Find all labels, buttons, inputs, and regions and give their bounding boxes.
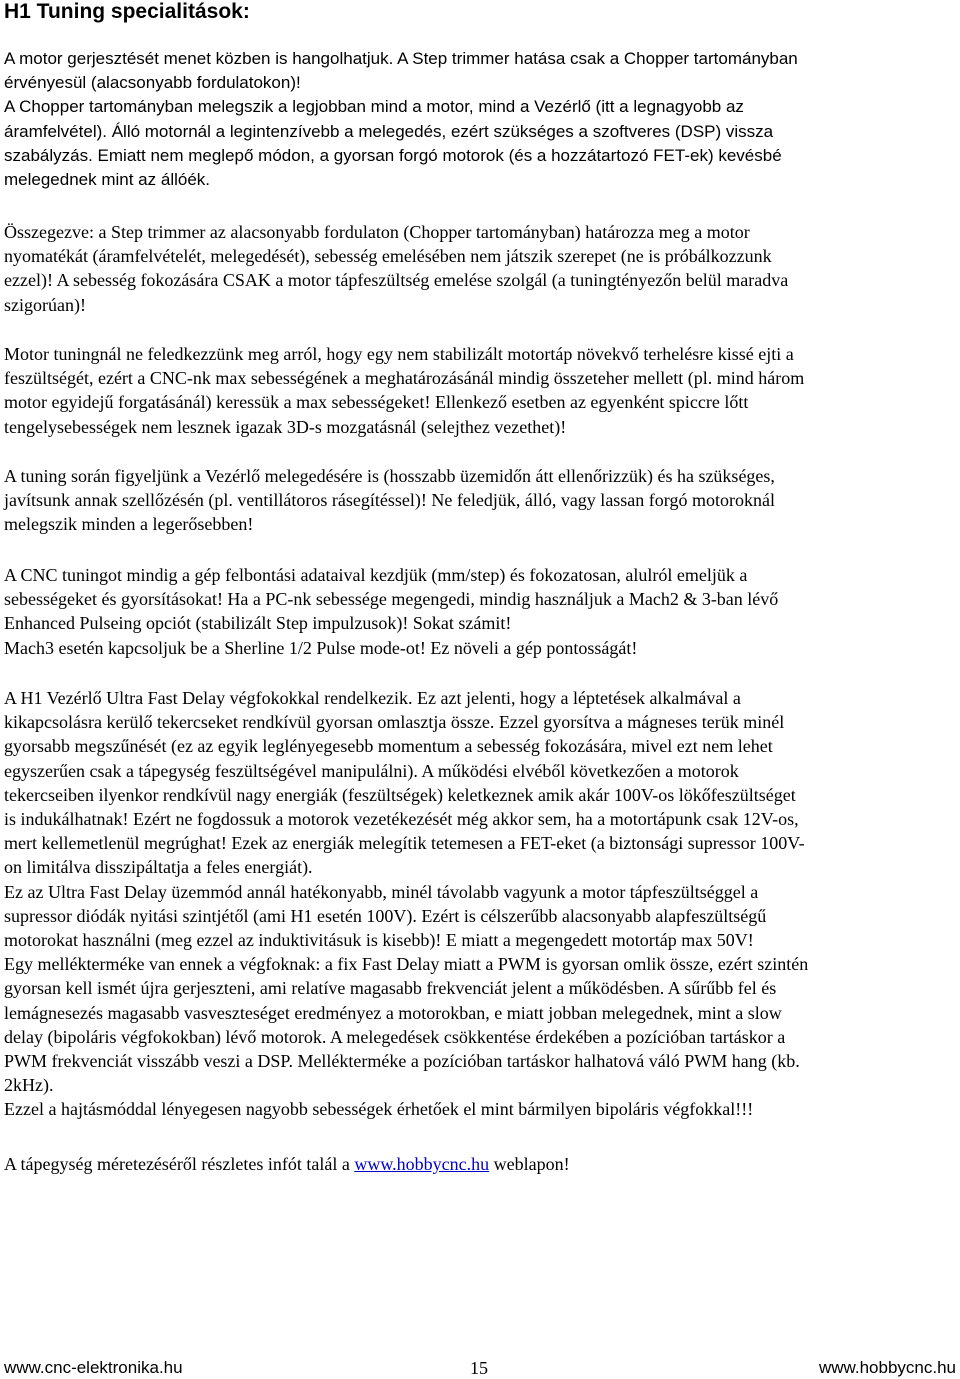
text-line: A Chopper tartományban melegszik a legjobban mind a motor, mind a Vezérlő (itt a legnagyobb az	[4, 97, 744, 117]
text-line: feszültségét, ezért a CNC-nk max sebességének a meghatározásánál mindig összeteher mellett (pl. mind három	[4, 368, 805, 389]
text-line: gyorsabb megszűnését (ez az egyik leglényegesebb momentum a sebesség fokozására, mivel ezt nem lehet	[4, 736, 773, 757]
text-line: 2kHz).	[4, 1075, 54, 1096]
text-line: gyorsan kell ismét újra gerjeszteni, ami relatíve magasabb frekvenciát jelent a működésben. A sűrűbb fel és	[4, 978, 777, 999]
hobbycnc-link[interactable]: www.hobbycnc.hu	[354, 1154, 490, 1174]
text-line: PWM frekvenciát visszább veszi a DSP. Mellékterméke a pozícióban tartáskor halhatová váló PWM hang (kb.	[4, 1051, 800, 1072]
text-line: áramfelvétel). Álló motornál a legintenzívebb a melegedés, ezért szükséges a szoftveres (DSP) vissza	[4, 121, 774, 141]
text-line: nyomatékát (áramfelvételét, melegedését), sebesség emelésében nem játszik szerepet (ne is próbálkozzunk	[4, 246, 772, 267]
text-line: kikapcsolásra kerülő tekercseket rendkívül gyorsan omlasztja össze. Ezzel gyorsítva a mágneses terük minél	[4, 712, 785, 733]
text-line: motorokat használni (meg ezzel az induktivitásuk is kisebb)! E miatt a megengedett motortáp max 50V!	[4, 930, 754, 951]
text-line: érvényesül (alacsonyabb fordulatokon)!	[4, 73, 301, 93]
text-line: is indukálhatnak! Ezért ne fogdossuk a motorok vezetékezését még akkor sem, ha a motortápunk csak 12V-os,	[4, 809, 799, 830]
final-text-after: weblapon!	[489, 1154, 570, 1174]
paragraph-osszegezve	[4, 220, 956, 317]
text-line: Motor tuningnál ne feledkezzünk meg arról, hogy egy nem stabilizált motortáp növekvő terhelésre kissé ejti a	[4, 344, 794, 364]
text-line: szabályzás. Emiatt nem meglepő módon, a gyorsan forgó motorok (és a hozzátartozó FET-ek) kevésbé	[4, 145, 782, 165]
text-line: javítsunk annak szellőzésén (pl. ventillátoros rásegítéssel)! Ne feledjük, álló, vagy lassan forgó motoroknál	[4, 490, 775, 511]
text-line: ezzel)! A sebesség fokozására CSAK a motor tápfeszültség emelése szolgál (a tuningtényezőn belül maradva	[4, 270, 789, 291]
text-line: supressor diódák nyitási szintjétől (ami H1 esetén 100V). Ezért is célszerűbb alacsonyabb alapfeszültségű	[4, 905, 767, 926]
footer-left-url: www.cnc-elektronika.hu	[4, 1358, 183, 1377]
page-heading: H1 Tuning specialitások:	[4, 0, 250, 23]
text-line: melegszik minden a legerősebben!	[4, 514, 254, 535]
text-line: Ezzel a hajtásmóddal lényegesen nagyobb sebességek érhetőek el mint bármilyen bipoláris végfokkal!!!	[4, 1099, 754, 1120]
text-line: tekercseiben ilyenkor rendkívül nagy energiák (feszültségek) keletkeznek amik akár 100V-os lökőfeszültséget	[4, 784, 796, 805]
paragraph-cnc-tuning	[4, 563, 956, 660]
text-line: A tuning során figyeljünk a Vezérlő melegedésére is (hosszabb üzemidőn átt ellenőrizzük) és ha szükséges,	[4, 466, 775, 486]
text-line: delay (bipoláris végfokokban) lévő motorok. A melegedések csökkentése érdekében a pozícióban tartáskor a	[4, 1026, 786, 1047]
paragraph-ultra-fast-delay	[4, 686, 956, 1122]
footer-right-url: www.hobbycnc.hu	[818, 1358, 956, 1377]
text-line: tengelysebességek nem lesznek igazak 3D-s mozgatásnál (selejthez vezethet)!	[4, 416, 567, 437]
text-line: A CNC tuningot mindig a gép felbontási adataival kezdjük (mm/step) és fokozatosan, alulról emeljük a	[4, 565, 748, 585]
text-line: motor egyidejű forgatásánál) keressük a max sebességeket! Ellenkező esetben az egyenként spiccre lőtt	[4, 392, 749, 413]
paragraph-motor-tuning	[4, 342, 956, 439]
text-line: Mach3 esetén kapcsoljuk be a Sherline 1/2 Pulse mode-ot! Ez növeli a gép pontosságát!	[4, 637, 638, 658]
text-line: Egy mellékterméke van ennek a végfoknak: a fix Fast Delay miatt a PWM is gyorsan omlik össze, ezért szintén	[4, 954, 809, 975]
paragraph-tapegyseg	[4, 1152, 956, 1176]
text-line: sebességeket és gyorsításokat! Ha a PC-nk sebessége megengedi, mindig használjuk a Mach2 & 3-ban lévő	[4, 589, 779, 610]
text-line: Ez az Ultra Fast Delay üzemmód annál hatékonyabb, minél távolabb vagyunk a motor tápfeszültséggel a	[4, 881, 759, 902]
page-number: 15	[470, 1358, 488, 1378]
text-line: Összegezve: a Step trimmer az alacsonyabb fordulaton (Chopper tartományban) határozza meg a motor	[4, 222, 750, 242]
text-line: A H1 Vezérlő Ultra Fast Delay végfokokkal rendelkezik. Ez azt jelenti, hogy a léptetések alkalmával a	[4, 688, 741, 708]
paragraph-vezerlo-melegedes	[4, 464, 956, 537]
text-line: Enhanced Pulseing opciót (stabilizált Step impulzusok)! Sokat számit!	[4, 613, 512, 634]
text-line: lemágnesezés magasabb vasveszteséget eredményez a motorokban, e miatt jobban melegednek, mint a slow	[4, 1002, 782, 1023]
text-line: szigorúan)!	[4, 294, 86, 315]
text-line: on limitálva disszipáltatja a feles energiát).	[4, 857, 313, 878]
text-line: egyszerűen csak a tápegység feszültségével manipulálni). A működési elvéből következően a motorok	[4, 760, 739, 781]
text-line: mert kellemetlenül megrúghat! Ezek az energiák melegítik tetemesen a FET-eket (a biztonsági supressor 100V-	[4, 833, 805, 854]
text-line: melegednek mint az állóék.	[4, 170, 211, 190]
final-text-before: A tápegység méretezéséről részletes infót talál a	[4, 1154, 355, 1174]
paragraph-gerjesztes	[4, 47, 956, 192]
text-line: A motor gerjesztését menet közben is hangolhatjuk. A Step trimmer hatása csak a Chopper tartományban	[4, 49, 798, 68]
